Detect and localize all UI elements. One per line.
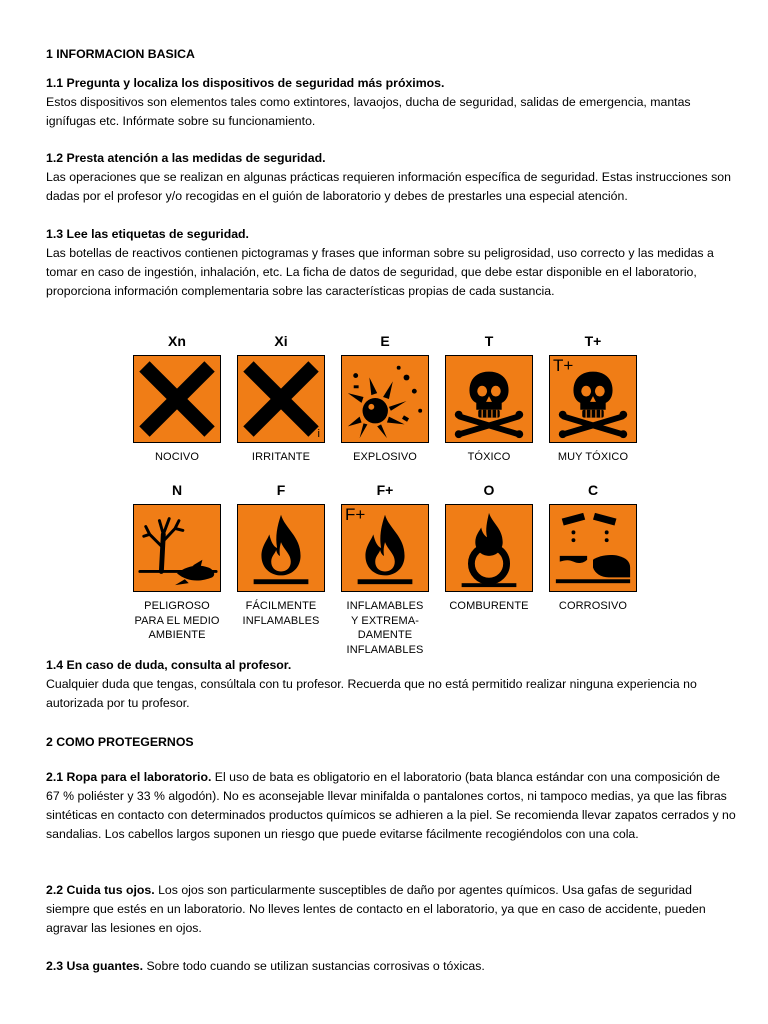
hazard-code: E [380, 333, 390, 349]
hazard-symbol-5 [542, 333, 644, 465]
paragraph-2-1 [46, 768, 736, 844]
hazard-symbol-10 [542, 482, 644, 614]
flame-icon [341, 504, 429, 592]
hazard-name: CORROSIVO [558, 600, 628, 612]
hazard-symbol-9 [438, 482, 540, 614]
paragraph-1-4 [46, 656, 736, 713]
paragraph-2-3 [46, 957, 736, 976]
paragraph-1-2 [46, 149, 736, 206]
paragraph-1-1-title: 1.1 Pregunta y localiza los dispositivos de seguridad más próximos. [46, 76, 445, 90]
hazard-name: TÓXICO [467, 451, 511, 463]
hazard-code: O [483, 482, 495, 498]
explosion-icon [341, 355, 429, 443]
paragraph-2-1-title: 2.1 Ropa para el laboratorio. [46, 770, 212, 784]
hazard-symbol-8 [334, 482, 436, 657]
hazard-mark: F+ [345, 505, 366, 524]
paragraph-2-2-title: 2.2 Cuida tus ojos. [46, 883, 155, 897]
paragraph-1-3-body: Las botellas de reactivos contienen pictogramas y frases que informan sobre su peligrosidad, uso correcto y las medidas a tomar en caso de ingestión, inhalación, etc. La ficha de datos de seguridad, que debe estar disponible en el laboratorio, proporciona información complementaria sobre las características propias de cada sustancia. [46, 246, 714, 298]
x-cross-icon [133, 355, 221, 443]
hazard-name: COMBURENTE [449, 600, 529, 612]
paragraph-2-3-body: Sobre todo cuando se utilizan sustancias corrosivas o tóxicas. [143, 959, 485, 973]
paragraph-1-1-body: Estos dispositivos son elementos tales como extintores, lavaojos, ducha de seguridad, salidas de emergencia, mantas ignífugas etc. Infórmate sobre su funcionamiento. [46, 95, 691, 128]
hazard-mark: i [317, 428, 320, 440]
flame-icon [237, 504, 325, 592]
hazard-symbol-6 [126, 482, 228, 643]
hazard-name: EXPLOSIVO [353, 451, 417, 463]
flame-over-circle-icon [445, 504, 533, 592]
paragraph-1-3-title: 1.3 Lee las etiquetas de seguridad. [46, 227, 249, 241]
hazard-name: MUY TÓXICO [557, 451, 629, 463]
hazard-name: INFLAMABLES Y EXTREMA- DAMENTE INFLAMABLES [346, 600, 424, 656]
hazard-code: F+ [376, 482, 394, 498]
hazard-code: Xi [274, 333, 288, 349]
paragraph-1-1 [46, 74, 736, 131]
hazard-name: IRRITANTE [251, 451, 311, 463]
paragraph-1-2-title: 1.2 Presta atención a las medidas de seguridad. [46, 151, 326, 165]
paragraph-1-4-title: 1.4 En caso de duda, consulta al profesor. [46, 658, 292, 672]
paragraph-2-2-body: Los ojos son particularmente susceptibles de daño por agentes químicos. Usa gafas de seguridad siempre que estés en un laboratorio. No lleves lentes de contacto en el laboratorio, ya que en caso de accidente, pueden agravar las lesiones en ojos. [46, 883, 706, 935]
hazard-code: C [587, 482, 599, 498]
dead-tree-icon [133, 504, 221, 592]
paragraph-1-2-body: Las operaciones que se realizan en algunas prácticas requieren información específica de seguridad. Estas instrucciones son dadas por el profesor y/o recogidas en el guión de laboratorio y debes de prestarles una especial atención. [46, 170, 731, 203]
hazard-mark: T+ [553, 356, 574, 375]
skull-icon [549, 355, 637, 443]
hazard-name: PELIGROSO PARA EL MEDIO AMBIENTE [134, 600, 220, 641]
section-2-heading: 2 COMO PROTEGERNOS [46, 735, 194, 749]
hazard-name: FÁCILMENTE INFLAMABLES [242, 600, 320, 627]
hazard-symbol-4 [438, 333, 540, 465]
section-1-heading: 1 INFORMACION BASICA [46, 47, 195, 61]
paragraph-1-4-body: Cualquier duda que tengas, consúltala con tu profesor. Recuerda que no está permitido realizar ninguna experiencia no autorizada por tu profesor. [46, 677, 697, 710]
hazard-code: Xn [168, 333, 186, 349]
hazard-symbol-1 [126, 333, 228, 465]
hazard-code: N [171, 482, 183, 498]
hazard-code: T [484, 333, 494, 349]
hazard-code: T+ [584, 333, 602, 349]
skull-icon [445, 355, 533, 443]
paragraph-2-2 [46, 881, 736, 938]
hazard-symbol-3 [334, 333, 436, 465]
hazard-code: F [276, 482, 286, 498]
hazard-name: NOCIVO [155, 451, 199, 463]
paragraph-1-3 [46, 225, 736, 301]
hazard-symbol-7 [230, 482, 332, 628]
paragraph-2-1-body: El uso de bata es obligatorio en el laboratorio (bata blanca estándar con una composición de 67 % poliéster y 33 % algodón). No es aconsejable llevar minifalda o pantalones cortos, ni tampoco medias, ya que las fibras sintéticas en contacto con determinados productos químicos se adhieren a la piel. Se recomienda llevar zapatos cerrados y no sandalias. Los cabellos largos suponen un riesgo que puede evitarse fácilmente recogiéndolos con una cola. [46, 770, 736, 841]
paragraph-2-3-title: 2.3 Usa guantes. [46, 959, 144, 973]
x-cross-icon [237, 355, 325, 443]
corrosion-icon [549, 504, 637, 592]
hazard-symbol-2 [230, 333, 332, 465]
